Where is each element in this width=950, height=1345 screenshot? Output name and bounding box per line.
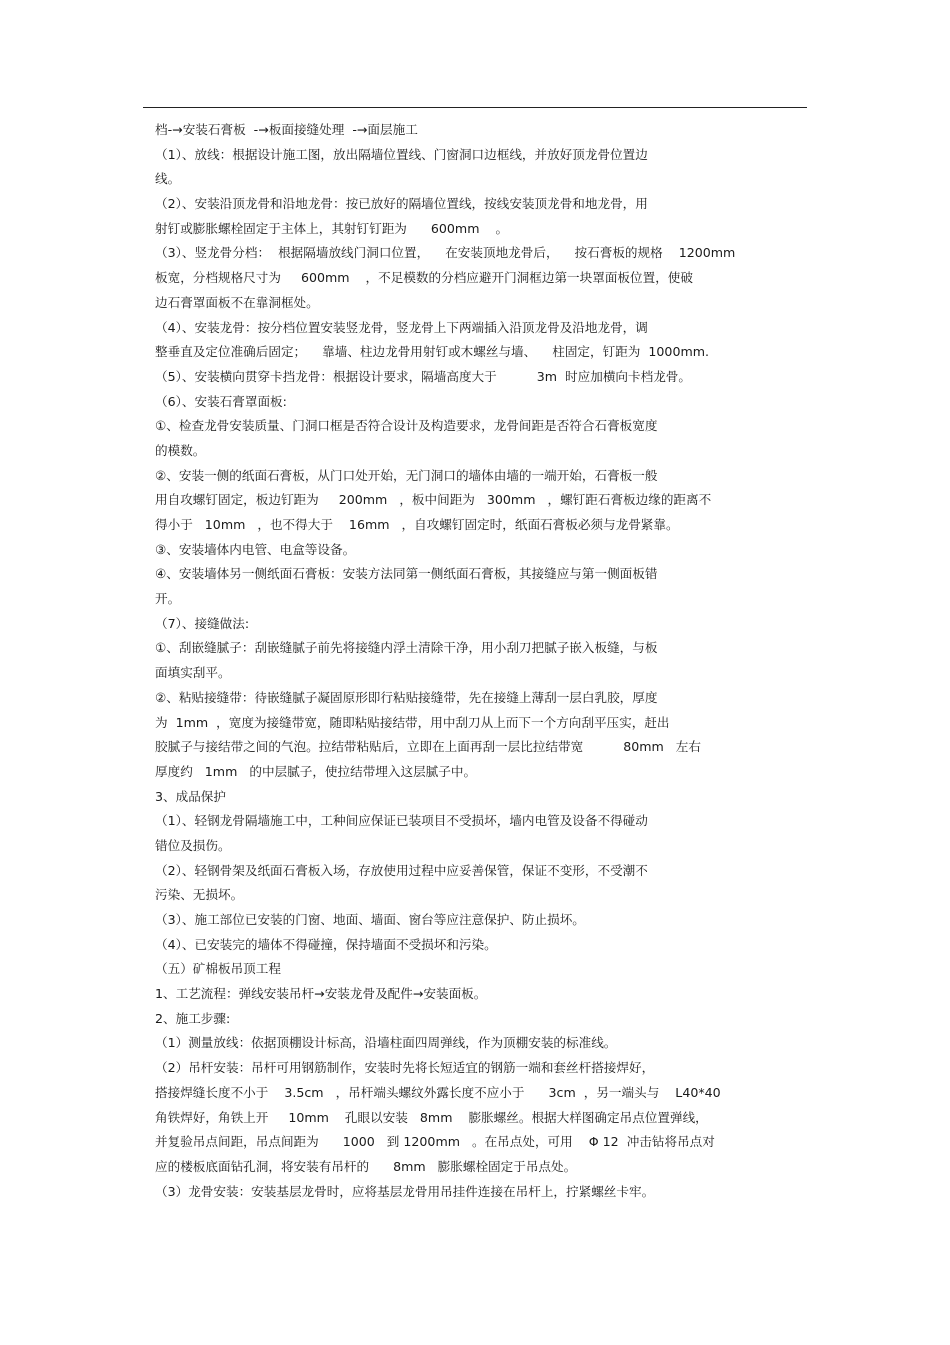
text-line: （5）、安装横向贯穿卡挡龙骨：根据设计要求，隔墙高度大于 3m 时应加横向卡档龙骨。	[155, 368, 691, 384]
text-line: 3、成品保护	[155, 788, 226, 804]
header-rule	[143, 107, 807, 108]
text-line: 档-→安装石膏板 -→板面接缝处理 -→面层施工	[155, 122, 418, 137]
text-line: 用自攻螺钉固定，板边钉距为 200mm ，板中间距为 300mm ，螺钉距石膏板边缘的距离不	[155, 492, 712, 508]
text-line: （3）、施工部位已安装的门窗、地面、墙面、窗台等应注意保护、防止损坏。	[155, 912, 585, 927]
text-line: 错位及损伤。	[155, 837, 231, 853]
text-line: （4）、安装龙骨：按分档位置安装竖龙骨，竖龙骨上下两端插入沿顶龙骨及沿地龙骨，调	[155, 319, 648, 335]
text-line: 厚度约 1mm 的中层腻子，使拉结带埋入这层腻子中。	[155, 763, 477, 779]
text-line: （4）、已安装完的墙体不得碰撞，保持墙面不受损坏和污染。	[155, 936, 497, 952]
text-line: （2）、安装沿顶龙骨和沿地龙骨：按已放好的隔墙位置线，按线安装顶龙骨和地龙骨，用	[155, 196, 648, 212]
text-line: （3）龙骨安装：安装基层龙骨时，应将基层龙骨用吊挂件连接在吊杆上，拧紧螺丝卡牢。	[155, 1183, 655, 1199]
text-line: ③、安装墙体内电管、电盒等设备。	[155, 541, 356, 557]
text-line: （2）吊杆安装：吊杆可用钢筋制作，安装时先将长短适宜的钢筋一端和套丝杆搭接焊好，	[155, 1060, 655, 1076]
text-line: 污染、无损坏。	[155, 887, 244, 903]
text-line: （1）、轻钢龙骨隔墙施工中，工种间应保证已装项目不受损坏，墙内电管及设备不得碰动	[155, 813, 648, 829]
document-body	[155, 118, 795, 1204]
text-line: 面填实刮平。	[155, 665, 231, 681]
text-line: （1）测量放线：依据顶棚设计标高，沿墙柱面四周弹线，作为顶棚安装的标准线。	[155, 1035, 617, 1051]
text-line: 线。	[155, 171, 181, 187]
text-line: 为 1mm ，宽度为接缝带宽，随即粘贴接结带，用中刮刀从上而下一个方向刮平压实，赶出	[155, 714, 670, 730]
text-line: ①、检查龙骨安装质量、门洞口框是否符合设计及构造要求，龙骨间距是否符合石膏板宽度	[155, 418, 658, 434]
text-line: ④、安装墙体另一侧纸面石膏板：安装方法同第一侧纸面石膏板，其接缝应与第一侧面板错	[155, 566, 658, 582]
text-line: 胶腻子与接结带之间的气泡。拉结带粘贴后，立即在上面再刮一层比拉结带宽 80mm 左右	[155, 739, 701, 755]
text-line: （3）、竖龙骨分档： 根据隔墙放线门洞口位置， 在安装顶地龙骨后， 按石膏板的规格 1200mm	[155, 245, 736, 261]
text-line: （7）、接缝做法:	[155, 615, 250, 631]
text-line: ②、安装一侧的纸面石膏板，从门口处开始，无门洞口的墙体由墙的一端开始，石膏板一般	[155, 467, 658, 483]
text-line: （6）、安装石膏罩面板:	[155, 393, 287, 409]
text-line: 的模数。	[155, 442, 206, 458]
text-line: 搭接焊缝长度不小于 3.5cm ，吊杆端头螺纹外露长度不应小于 3cm ，另一端头与 L40*40	[155, 1084, 721, 1100]
text-line: 板宽，分档规格尺寸为 600mm ，不足模数的分档应避开门洞框边第一块罩面板位置，使破	[155, 270, 693, 286]
text-line: 1、工艺流程：弹线安装吊杆→安装龙骨及配件→安装面板。	[155, 986, 487, 1002]
text-line: （1）、放线：根据设计施工图，放出隔墙位置线、门窗洞口边框线，并放好顶龙骨位置边	[155, 146, 648, 162]
text-line: 边石膏罩面板不在靠洞框处。	[155, 294, 319, 310]
text-line: 射钉或膨胀螺栓固定于主体上，其射钉钉距为 600mm 。	[155, 220, 509, 236]
text-line: （2）、轻钢骨架及纸面石膏板入场，存放使用过程中应妥善保管，保证不变形，不受潮不	[155, 862, 648, 878]
text-line: ①、刮嵌缝腻子：刮嵌缝腻子前先将接缝内浮土清除干净，用小刮刀把腻子嵌入板缝，与板	[155, 640, 658, 656]
text-line: 应的楼板底面钻孔洞，将安装有吊杆的 8mm 膨胀螺栓固定于吊点处。	[155, 1158, 577, 1174]
text-line: ②、粘贴接缝带：待嵌缝腻子凝固原形即行粘贴接缝带，先在接缝上薄刮一层白乳胶，厚度	[155, 689, 658, 705]
text-line: 并复验吊点间距，吊点间距为 1000 到 1200mm 。在吊点处，可用 Φ 12 冲击钻将吊点对	[155, 1134, 715, 1150]
text-line: 开。	[155, 591, 181, 607]
text-line: （五）矿棉板吊顶工程	[155, 961, 281, 977]
text-line: 得小于 10mm ，也不得大于 16mm ，自攻螺钉固定时，纸面石膏板必须与龙骨紧靠。	[155, 517, 679, 532]
text-line: 2、施工步骤:	[155, 1010, 231, 1026]
text-line: 整垂直及定位准确后固定； 靠墙、柱边龙骨用射钉或木螺丝与墙、 柱固定，钉距为 1000mm.	[155, 344, 709, 360]
text-line: 角铁焊好，角铁上开 10mm 孔眼以安装 8mm 膨胀螺丝。根据大样图确定吊点位置弹线，	[155, 1109, 708, 1125]
